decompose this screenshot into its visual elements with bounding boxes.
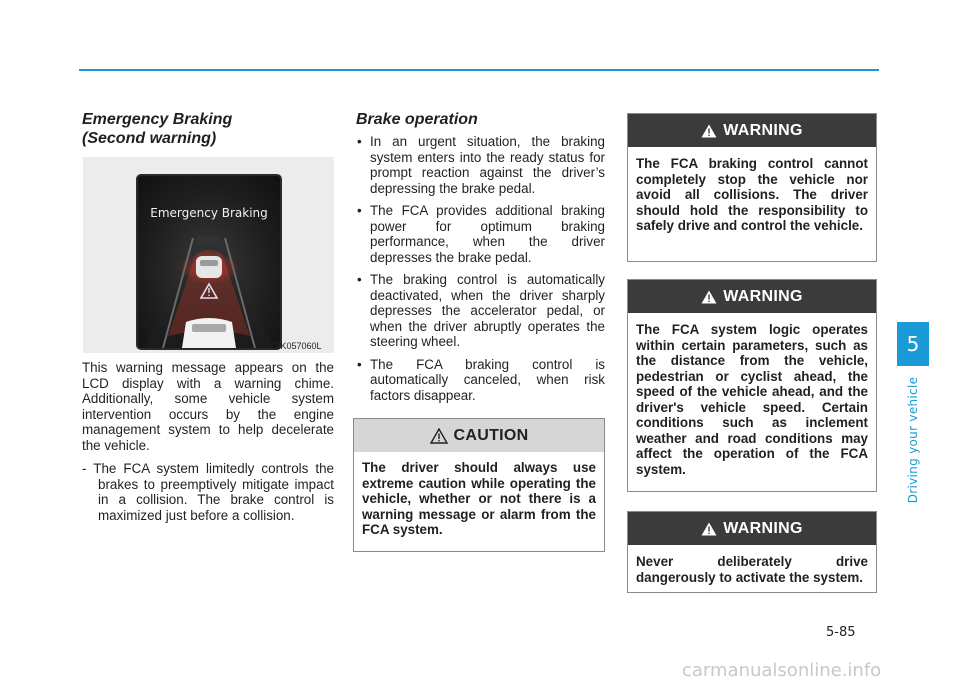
top-rule (79, 69, 879, 71)
list-item: • The braking control is automatically deactivated, when the driver sharply depresses the accelerator pedal, or when the driver abruptly operates the steering wheel. (356, 272, 605, 350)
warning-body: The FCA system logic operates within certain parameters, such as the distance from the vehicle, pedestrian or cyclist ahead, the speed of the vehicle ahead, and the driver's vehicle speed. Certain conditions such as inclement weather and road conditions may affect the operation of the FCA system. (636, 322, 868, 477)
warning-triangle-icon (701, 522, 717, 536)
caution-box (353, 418, 605, 552)
left-dash-item: - The FCA system limitedly controls the brakes to preemptively mitigate impact in a collision. The brake control is maximized just before a collision. (82, 461, 334, 523)
list-item: • The FCA braking control is automatically canceled, when risk factors disappear. (356, 357, 605, 404)
heading-line-1: Emergency Braking (82, 111, 233, 128)
warning-title: WARNING (723, 121, 803, 139)
caution-triangle-icon (430, 428, 448, 444)
heading-line-2: (Second warning) (82, 130, 217, 147)
chapter-label (903, 376, 923, 504)
figure-code: OIK057060L (271, 341, 322, 351)
chapter-tab: 5 (897, 322, 929, 366)
cluster-display (136, 174, 282, 350)
warning-header (628, 114, 876, 147)
warning-body: The FCA braking control cannot completely stop the vehicle nor avoid all collisions. The driver should hold the responsibility to safely drive and control the vehicle. (636, 156, 868, 233)
car-ahead-icon (196, 256, 222, 278)
brake-operation-list (356, 134, 605, 410)
road-scene-illustration (138, 176, 280, 348)
warning-title: WARNING (723, 519, 803, 537)
caution-body: The driver should always use extreme caution while operating the vehicle, whether or not there is a warning message or alarm from the FCA system. (362, 460, 596, 537)
warning-box-3 (627, 511, 877, 593)
list-item: • The FCA provides additional braking power for optimum braking performance, when the driver depresses the brake pedal. (356, 203, 605, 265)
chapter-label-text: Driving your vehicle (906, 376, 920, 504)
warning-triangle-icon (701, 124, 717, 138)
warning-header (628, 512, 876, 545)
section-heading-brake-operation: Brake operation (356, 111, 478, 128)
watermark: carmanualsonline.info (682, 660, 882, 681)
cluster-display-title: Emergency Braking (150, 206, 268, 220)
warning-header (628, 280, 876, 313)
warning-triangle-icon (701, 290, 717, 304)
caution-title: CAUTION (453, 426, 529, 444)
list-item: • In an urgent situation, the braking system enters into the ready status for prompt reaction against the driver’s depressing the brake pedal. (356, 134, 605, 196)
page-number: 5-85 (826, 625, 856, 640)
warning-title: WARNING (723, 287, 803, 305)
warning-body: Never deliberately drive dangerously to activate the system. (636, 554, 868, 585)
own-car-icon (182, 318, 236, 348)
warning-box-1 (627, 113, 877, 262)
caution-header (354, 419, 604, 452)
warning-box-2 (627, 279, 877, 492)
figure-emergency-braking (83, 157, 334, 353)
left-paragraph: This warning message appears on the LCD display with a warning chime. Additionally, some vehicle system intervention occurs by the engine management system to help decelerate the vehicle. (82, 360, 334, 453)
section-heading-emergency-braking (82, 110, 332, 148)
